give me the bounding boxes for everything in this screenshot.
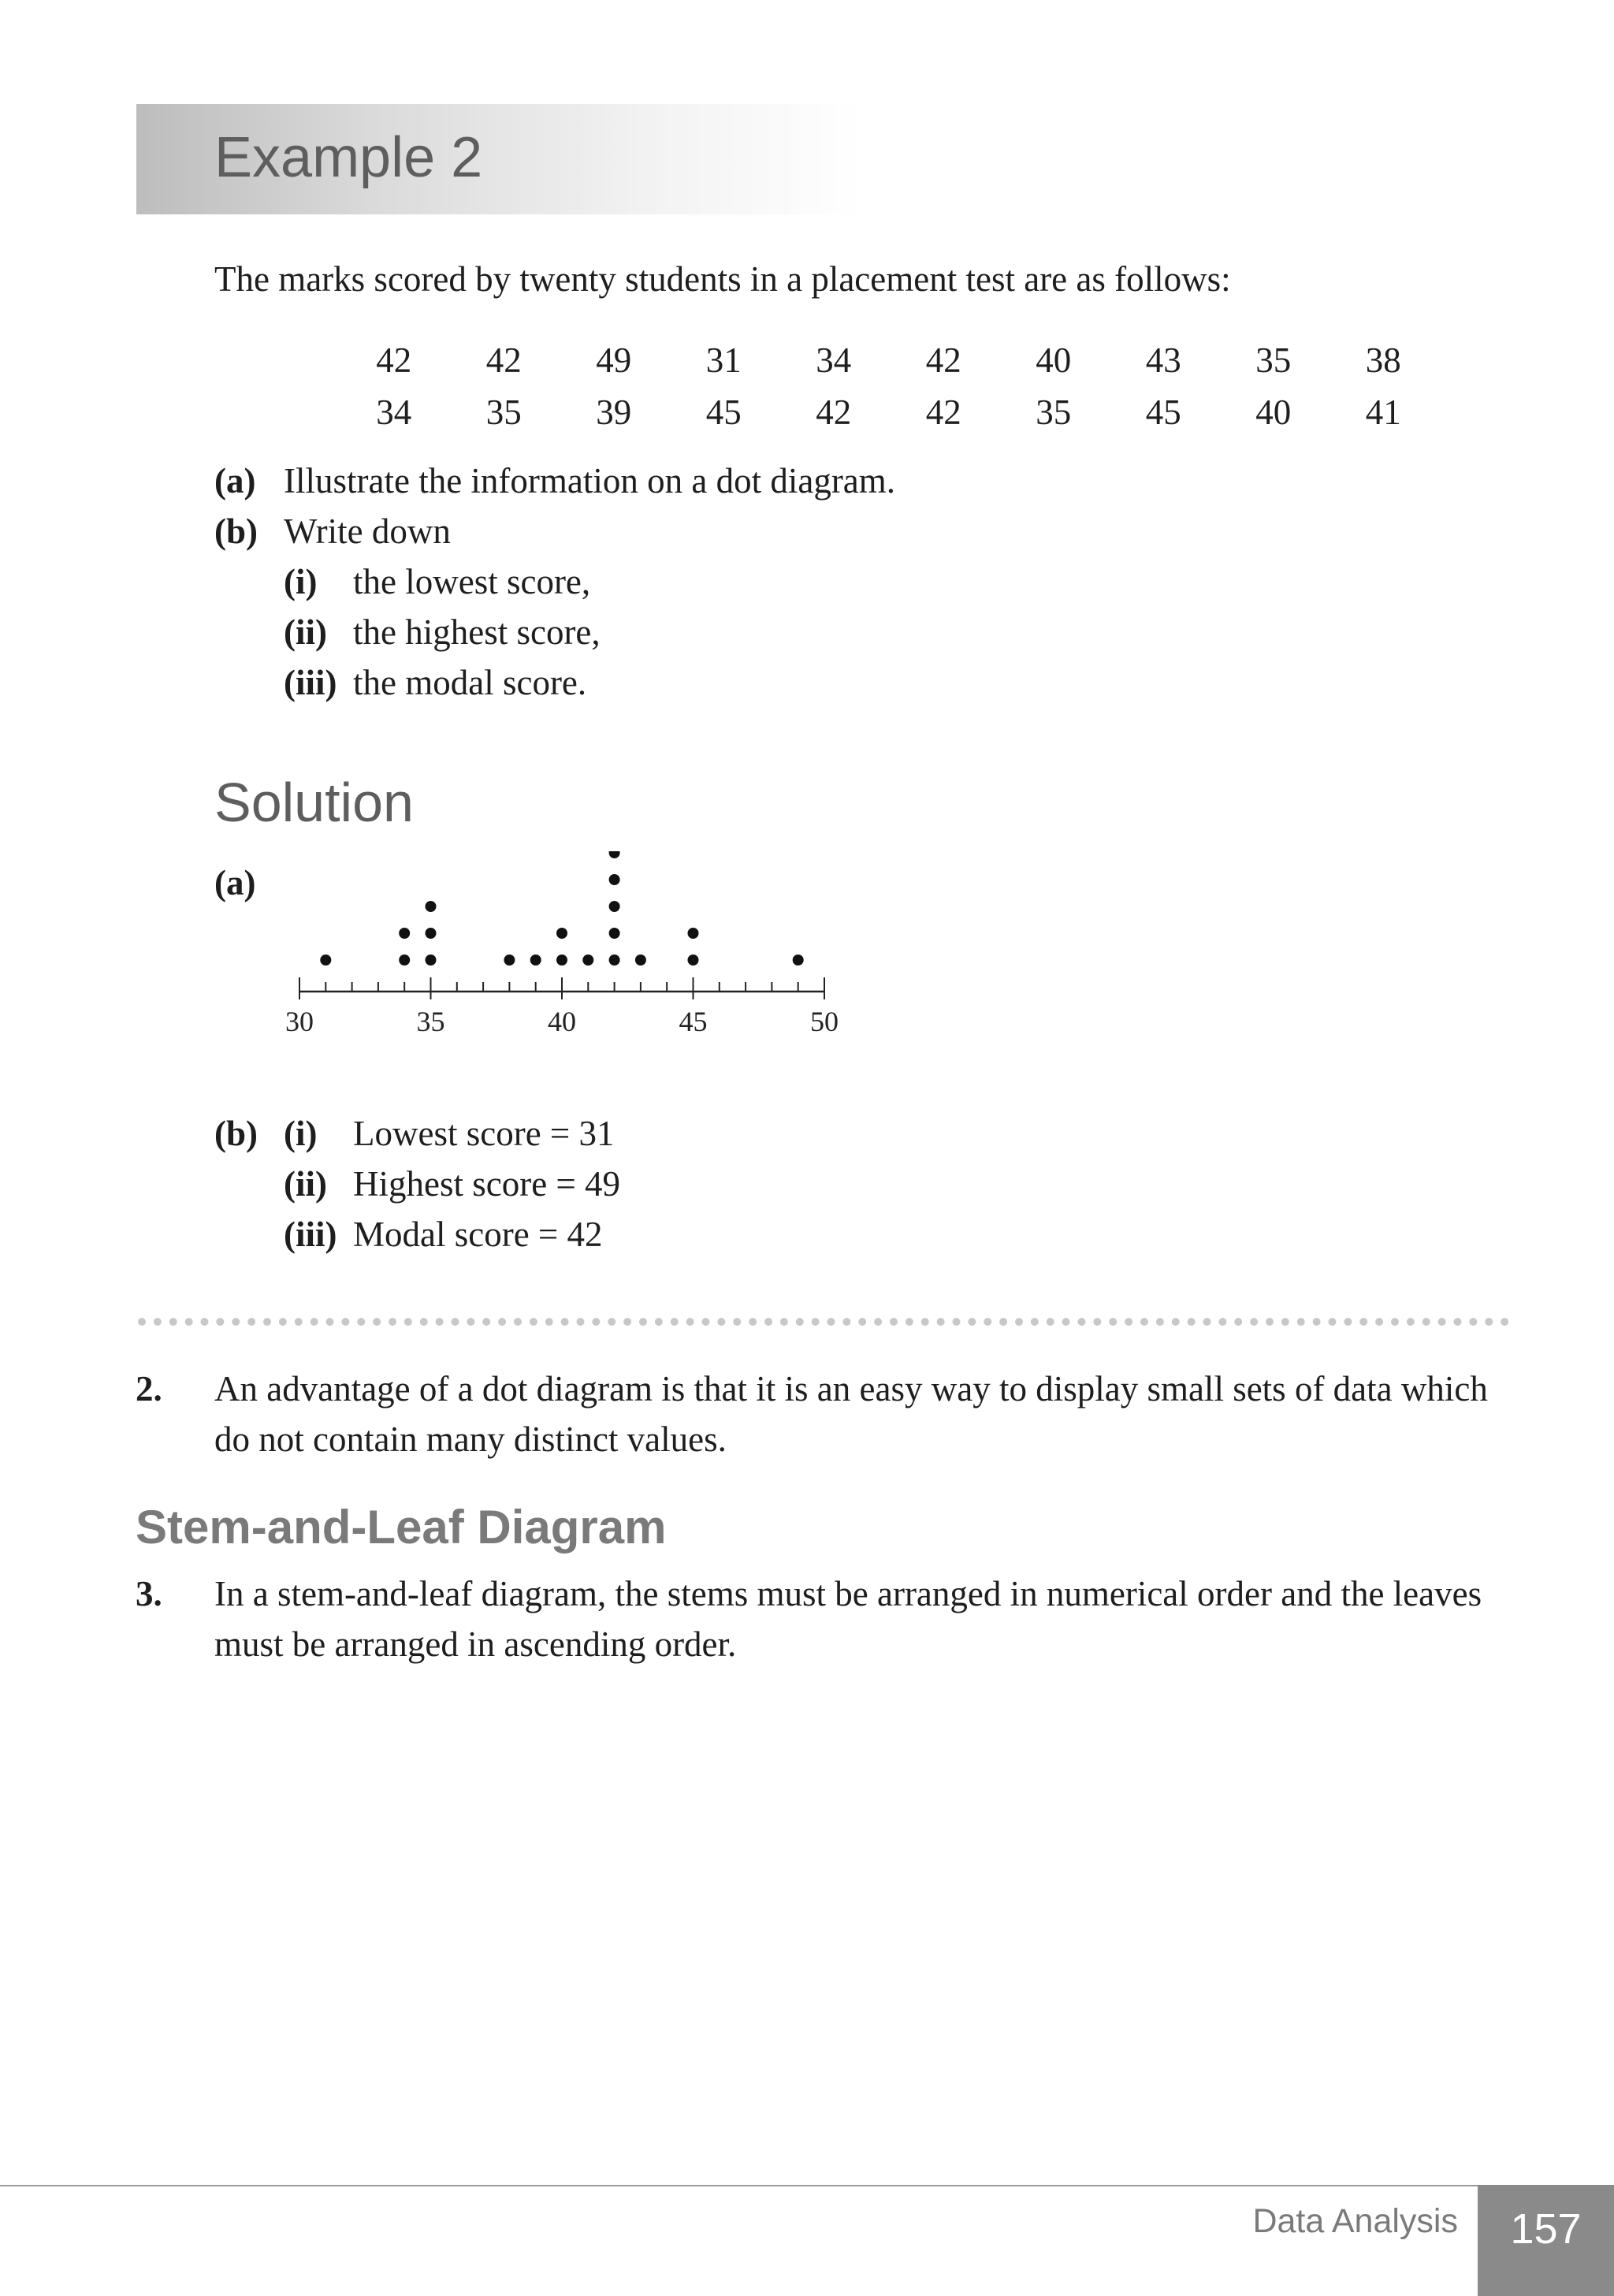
data-dot xyxy=(399,928,410,939)
mark-cell: 43 xyxy=(1145,340,1181,380)
question-b-ii xyxy=(284,607,601,657)
mark-cell: 35 xyxy=(485,393,522,432)
mark-cell: 40 xyxy=(1255,393,1292,432)
solution-a-label: (a) xyxy=(214,863,256,902)
data-dot xyxy=(556,954,567,966)
data-dot xyxy=(556,928,567,939)
answer-b-i xyxy=(214,1108,615,1159)
data-dot xyxy=(426,954,437,966)
data-dot xyxy=(635,954,646,966)
point-3 xyxy=(136,1568,1507,1669)
question-b-i xyxy=(284,556,590,607)
point-text: In a stem-and-leaf diagram, the stems must be arranged in numerical order and the leaves must be arranged in ascending order. xyxy=(214,1574,1482,1664)
dot-diagram xyxy=(268,851,867,1056)
data-dot xyxy=(320,954,331,966)
tick-label: 30 xyxy=(285,1006,314,1037)
mark-cell: 31 xyxy=(705,340,742,380)
intro-text: The marks scored by twenty students in a placement test are as follows: xyxy=(214,259,1231,299)
question-label: (a) xyxy=(214,461,256,501)
sub-question-label: (iii) xyxy=(284,663,337,702)
solution-title: Solution xyxy=(214,772,414,833)
mark-cell: 41 xyxy=(1365,393,1401,432)
tick-label: 45 xyxy=(679,1006,708,1037)
data-dot xyxy=(609,874,620,885)
answer-label: (i) xyxy=(284,1114,318,1153)
data-dot xyxy=(793,954,804,966)
mark-cell: 38 xyxy=(1365,340,1401,380)
mark-cell: 34 xyxy=(376,393,412,432)
point-number: 2. xyxy=(136,1369,162,1408)
section-heading: Stem-and-Leaf Diagram xyxy=(136,1501,667,1554)
sub-question-label: (i) xyxy=(284,562,318,601)
data-dot xyxy=(609,901,620,912)
mark-cell: 39 xyxy=(596,393,632,432)
mark-cell: 42 xyxy=(485,340,522,380)
dotted-divider xyxy=(138,1318,1509,1326)
answer-text: Modal score = 42 xyxy=(353,1215,603,1254)
point-number: 3. xyxy=(136,1574,162,1613)
question-b-iii xyxy=(284,657,586,708)
data-dot xyxy=(609,851,620,858)
dots xyxy=(320,851,803,966)
sub-question-text: the modal score. xyxy=(353,663,587,702)
example-title: Example 2 xyxy=(214,126,483,189)
mark-cell: 42 xyxy=(925,393,961,432)
answer-label: (ii) xyxy=(284,1164,327,1204)
mark-cell: 34 xyxy=(816,340,852,380)
data-dot xyxy=(426,901,437,912)
footer-section-title: Data Analysis xyxy=(1252,2202,1458,2240)
mark-cell: 35 xyxy=(1255,340,1292,380)
data-dot xyxy=(582,954,593,966)
marks-table xyxy=(339,335,1434,437)
tick-label: 35 xyxy=(416,1006,445,1037)
question-b xyxy=(214,506,451,556)
sub-question-text: the highest score, xyxy=(353,612,601,652)
question-text: Write down xyxy=(284,512,451,551)
answer-label: (iii) xyxy=(284,1215,337,1254)
mark-cell: 45 xyxy=(705,393,742,432)
mark-cell: 42 xyxy=(376,340,412,380)
data-dot xyxy=(504,954,515,966)
answer-b-ii xyxy=(284,1159,620,1209)
sub-question-text: the lowest score, xyxy=(353,562,591,601)
mark-cell: 42 xyxy=(925,340,961,380)
tick-label: 40 xyxy=(548,1006,576,1037)
data-dot xyxy=(688,928,699,939)
answer-b-label: (b) xyxy=(214,1114,258,1153)
point-text: An advantage of a dot diagram is that it is an easy way to display small sets of data which do not contain many distinct values. xyxy=(214,1369,1488,1459)
sub-question-label: (ii) xyxy=(284,612,327,652)
number-line xyxy=(299,977,824,999)
answer-text: Lowest score = 31 xyxy=(353,1114,615,1153)
data-dot xyxy=(426,928,437,939)
tick-labels xyxy=(285,1006,839,1037)
question-label: (b) xyxy=(214,512,258,551)
mark-cell: 35 xyxy=(1036,393,1072,432)
data-dot xyxy=(530,954,541,966)
mark-cell: 40 xyxy=(1036,340,1072,380)
answer-b-iii xyxy=(284,1209,603,1260)
data-dot xyxy=(609,928,620,939)
point-2 xyxy=(136,1364,1507,1464)
question-text: Illustrate the information on a dot diagram. xyxy=(284,461,896,501)
mark-cell: 42 xyxy=(816,393,852,432)
data-dot xyxy=(399,954,410,966)
answer-text: Highest score = 49 xyxy=(353,1164,621,1204)
mark-cell: 45 xyxy=(1145,393,1181,432)
page-number: 157 xyxy=(1510,2205,1582,2253)
data-dot xyxy=(688,954,699,966)
tick-label: 50 xyxy=(810,1006,839,1037)
footer-rule xyxy=(0,2185,1478,2186)
mark-cell: 49 xyxy=(596,340,632,380)
data-dot xyxy=(609,954,620,966)
question-a xyxy=(214,456,895,506)
